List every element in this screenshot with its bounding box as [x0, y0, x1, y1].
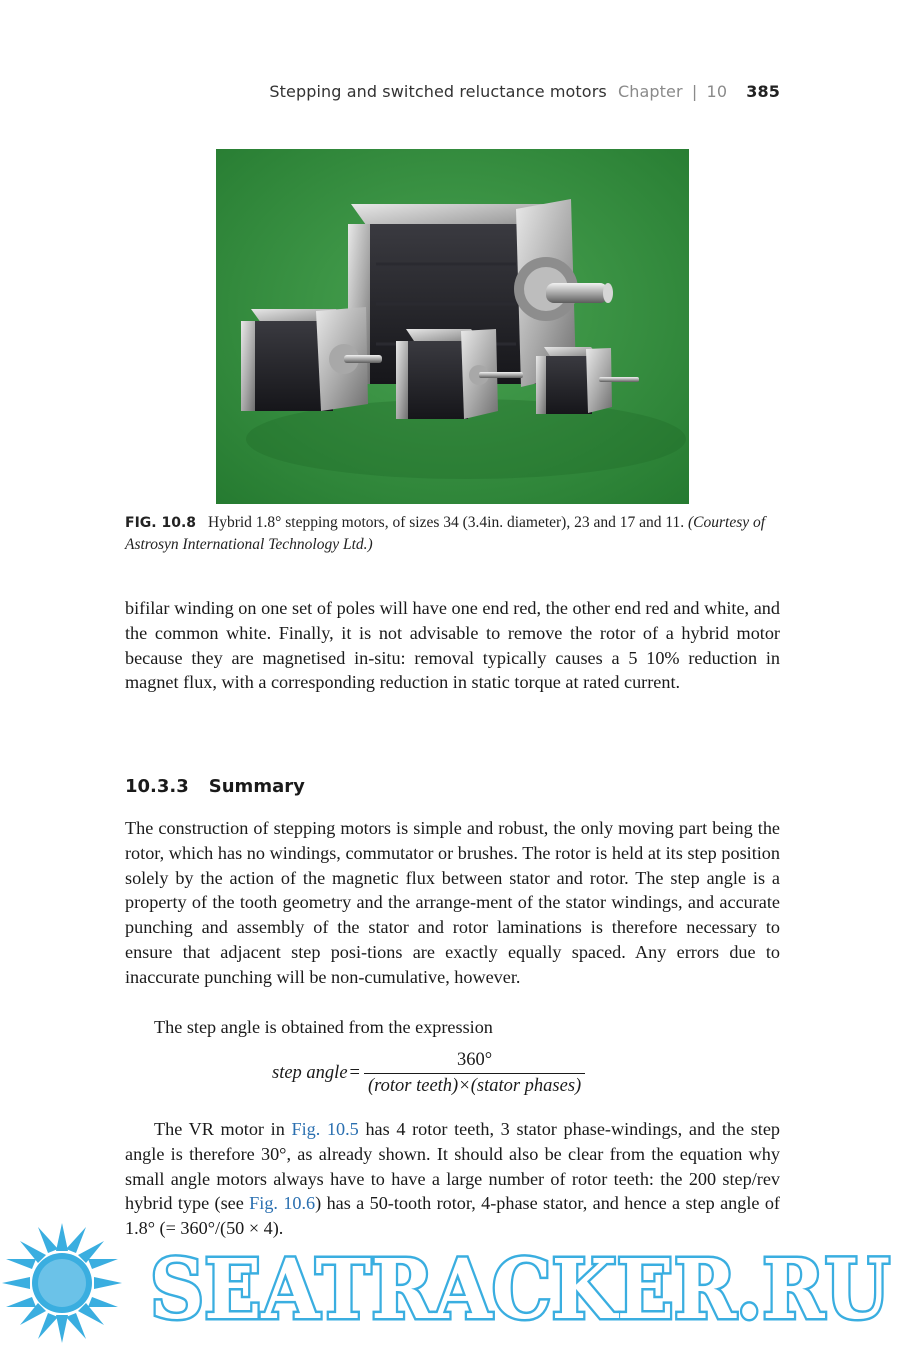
figure-caption-text: Hybrid 1.8° stepping motors, of sizes 34 (3.4in. diameter), 23 and 17 and 11.	[208, 514, 685, 531]
fig-10-6-link[interactable]: Fig. 10.6	[249, 1193, 316, 1214]
section-number: 10.3.3	[125, 776, 189, 797]
page-number: 385	[746, 82, 780, 101]
figure-caption	[125, 512, 780, 555]
running-title: Stepping and switched reluctance motors	[269, 82, 607, 101]
paragraph-step-angle-intro: The step angle is obtained from the expression	[154, 1017, 493, 1037]
figure-courtesy: (Courtesy of Astrosyn International Technology Ltd.)	[125, 514, 766, 553]
equation-fraction	[364, 1050, 585, 1097]
paragraph-bifilar: bifilar winding on one set of poles will have one end red, the other end red and white, and the common white. Finally, it is not advisable to remove the rotor of a hybrid motor because they are magnetised in-situ: removal typically causes a 5 10% reduction in magnet flux, with a corresponding reduction in static torque at rated current.	[125, 598, 780, 693]
chapter-word: Chapter	[618, 82, 683, 101]
vr-motor-text-b: has 4 rotor teeth, 3 stator phase-windings, and the step angle is therefore 30°, as already shown. It should also be clear from the equation why small angle motors always have to have a large number of rotor teeth: the 200 step/rev hybrid type (see	[125, 1119, 780, 1214]
motor-size-23	[241, 307, 382, 411]
equation-denominator: (rotor teeth)×(stator phases)	[364, 1073, 585, 1097]
equation-equals: =	[349, 1063, 360, 1083]
section-title: Summary	[208, 776, 305, 797]
chapter-number: 10	[706, 82, 728, 101]
watermark	[0, 1215, 900, 1350]
fig-10-5-link[interactable]: Fig. 10.5	[291, 1119, 359, 1139]
step-angle-equation	[272, 1050, 585, 1097]
watermark-text: SEATRACKER.RU	[150, 1242, 890, 1338]
header-separator: |	[691, 82, 698, 101]
vr-motor-text-a: The VR motor in	[154, 1119, 292, 1139]
paragraph-construction: The construction of stepping motors is simple and robust, the only moving part being the rotor, which has no windings, commutator or brushes. The rotor is held at its step position solely by the action of the magnetic flux between stator and rotor. The step angle is a property of the tooth geometry and the arrange-ment of the stator windings, and accurate punching and assembly of the stator and rotor laminations is therefore necessary to ensure that adjacent step posi-tions are exactly equally spaced. Any errors due to inaccurate punching will be non-cumulative, however.	[125, 818, 780, 987]
vr-motor-text-c: ) has a 50-tooth rotor, 4-phase stator, and hence a step angle of 1.8° (= 360°/(50 × 4).	[125, 1193, 780, 1239]
sun-icon	[2, 1223, 122, 1343]
stepping-motors-photo	[216, 149, 689, 504]
figure-label: FIG. 10.8	[125, 515, 196, 531]
running-header	[269, 82, 780, 101]
section-heading	[125, 776, 305, 797]
equation-lhs: step angle	[272, 1063, 348, 1083]
equation-numerator: 360°	[457, 1050, 493, 1070]
